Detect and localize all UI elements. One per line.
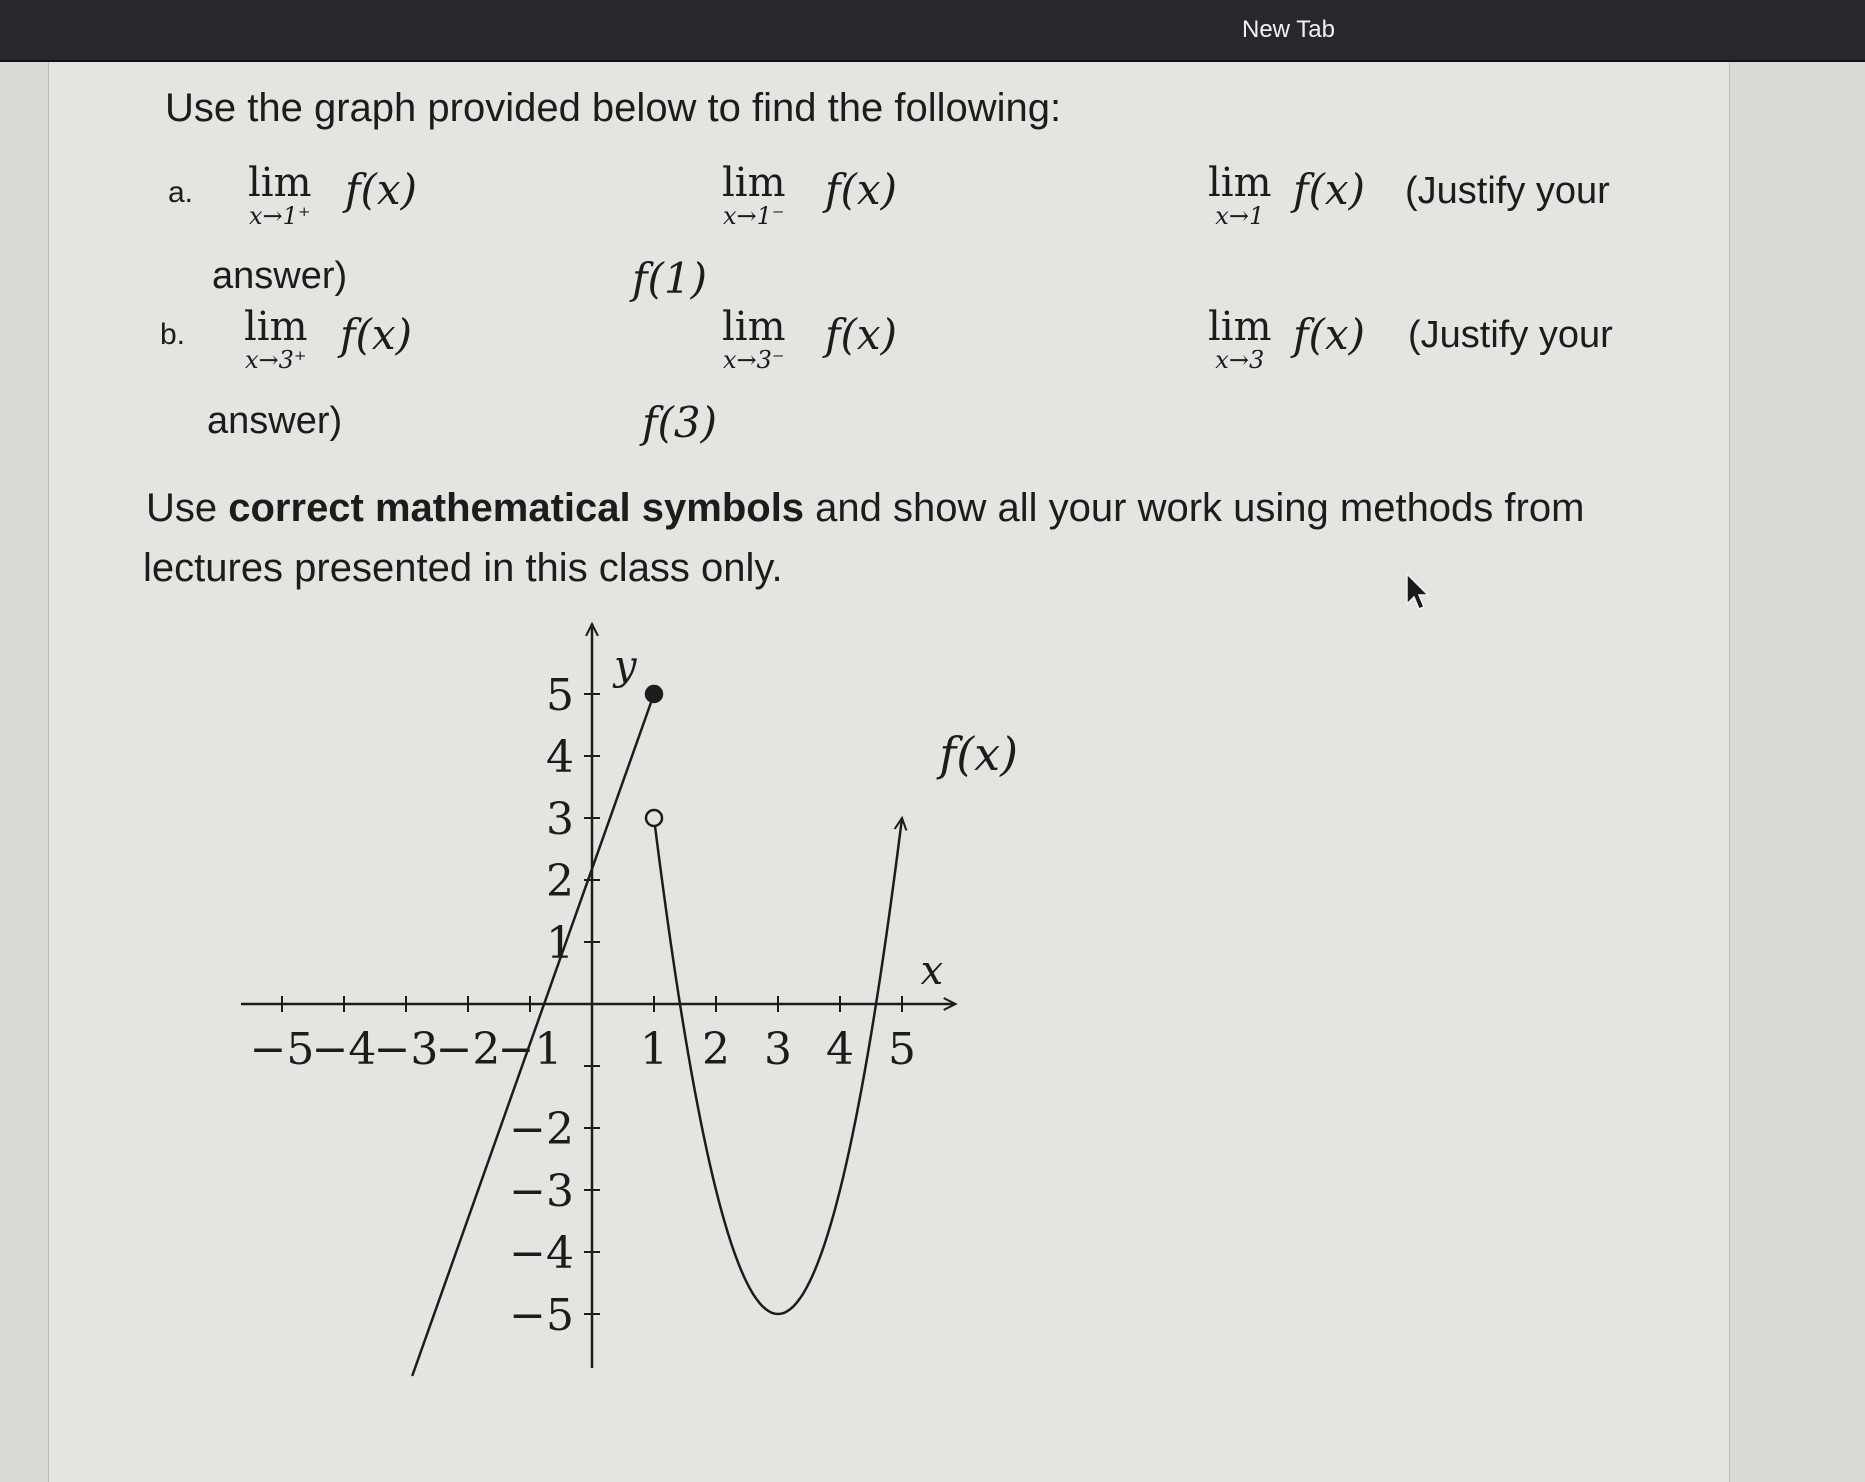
instructions-pre: Use — [146, 486, 229, 530]
x-tick-label: 1 — [640, 1024, 668, 1075]
lim-subscript: x→3⁻ — [722, 346, 785, 374]
x-tick-label: −2 — [435, 1024, 501, 1075]
x-tick-label: −5 — [249, 1024, 315, 1075]
lim-subscript: x→1⁺ — [248, 202, 311, 230]
part-a-justify-note: (Justify your — [1405, 170, 1610, 212]
function-label: f(x) — [939, 727, 1019, 781]
lim-operator: lim — [1208, 304, 1272, 350]
open-point — [646, 810, 662, 826]
lim-operator: lim — [1208, 160, 1272, 206]
lim-subscript: x→3⁺ — [244, 346, 307, 374]
y-tick-label: 1 — [546, 918, 574, 969]
instructions-line2: lectures presented in this class only. — [143, 546, 783, 590]
x-tick-label: 4 — [826, 1024, 854, 1075]
y-tick-label: 3 — [546, 794, 574, 845]
closed-point — [646, 686, 662, 702]
part-b-label: b. — [160, 318, 186, 351]
lim-operator: lim — [722, 304, 786, 350]
y-tick-label: 4 — [546, 732, 574, 783]
x-ticks — [250, 996, 916, 1075]
part-b-item2-expr: f(x) — [825, 310, 898, 359]
x-tick-label: −1 — [497, 1024, 563, 1075]
y-axis-label: y — [614, 643, 637, 690]
x-tick-label: −4 — [311, 1024, 377, 1075]
x-tick-label: 5 — [888, 1024, 916, 1075]
lim-subscript: x→3 — [1215, 346, 1265, 374]
part-a-justify-note-cont: answer) — [212, 255, 348, 297]
part-a-item1-expr: f(x) — [345, 165, 418, 214]
y-tick-label: 5 — [546, 670, 574, 721]
y-ticks — [509, 670, 600, 1341]
y-tick-label: 2 — [546, 856, 574, 907]
x-tick-label: 3 — [764, 1024, 792, 1075]
part-b-item3-expr: f(x) — [1293, 310, 1366, 359]
part-a-value: f(1) — [632, 254, 708, 303]
y-tick-label: −5 — [509, 1290, 574, 1341]
lim-subscript: x→1 — [1215, 202, 1265, 230]
lim-operator: lim — [248, 160, 312, 206]
part-a-item3-expr: f(x) — [1293, 165, 1366, 214]
x-axis-label: x — [920, 948, 944, 994]
part-b-item1-expr: f(x) — [340, 310, 413, 359]
part-b-justify-note: (Justify your — [1408, 314, 1613, 356]
lim-subscript: x→1⁻ — [722, 202, 785, 230]
question-intro: Use the graph provided below to find the following: — [165, 86, 1062, 130]
lim-operator: lim — [244, 304, 308, 350]
part-b-value: f(3) — [642, 398, 718, 447]
part-a-label: a. — [168, 176, 194, 209]
y-tick-label: −2 — [509, 1104, 574, 1155]
instructions-bold: correct mathematical symbols — [228, 486, 805, 530]
part-b-justify-note-cont: answer) — [207, 400, 343, 442]
y-tick-label: −3 — [509, 1166, 574, 1217]
browser-tab-title[interactable]: New Tab — [1242, 16, 1335, 43]
x-tick-label: −3 — [373, 1024, 439, 1075]
mouse-cursor-icon — [1405, 572, 1431, 612]
lim-operator: lim — [722, 160, 786, 206]
x-tick-label: 2 — [702, 1024, 730, 1075]
y-tick-label: −4 — [509, 1228, 574, 1279]
instructions-post: and show all your work using methods from — [804, 486, 1585, 530]
part-a-item2-expr: f(x) — [825, 165, 898, 214]
